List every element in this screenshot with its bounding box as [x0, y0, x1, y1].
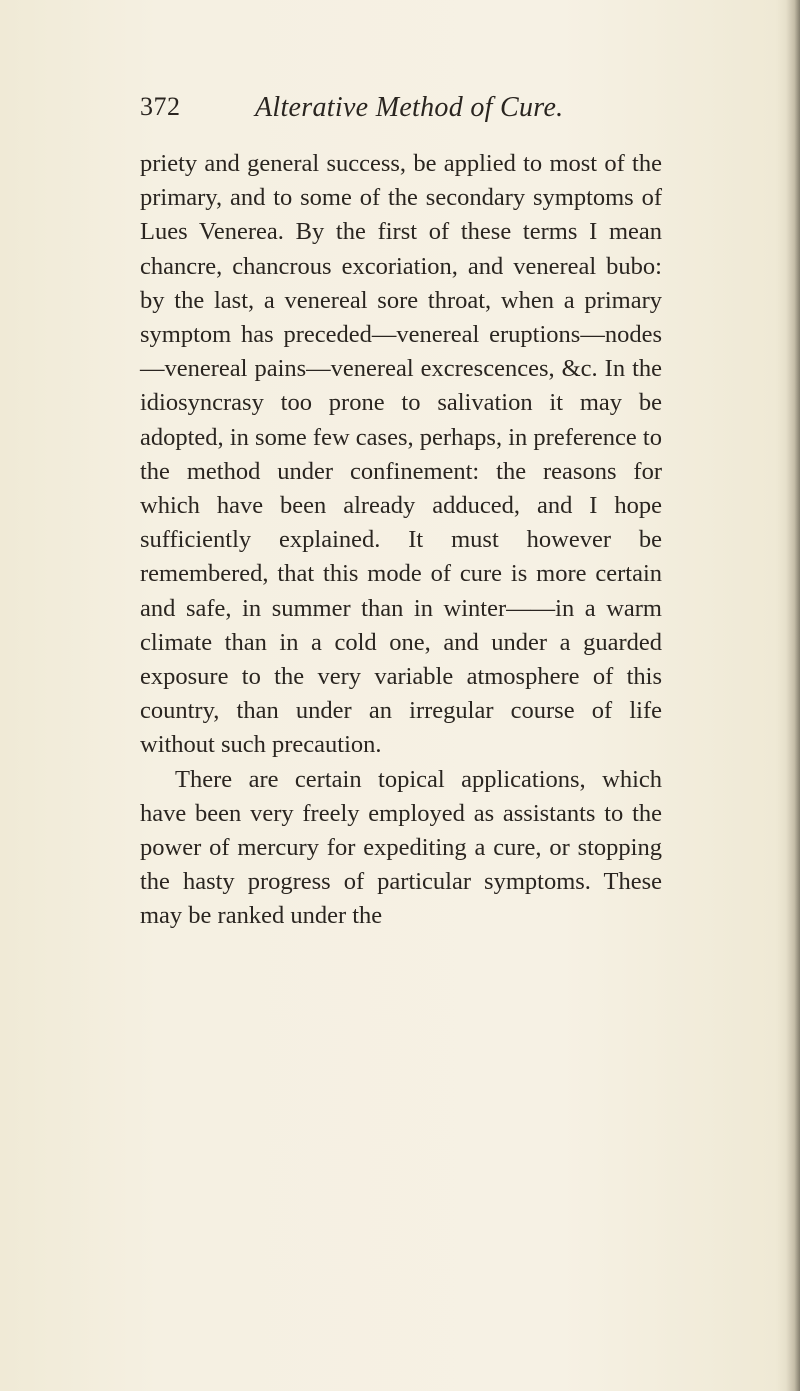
running-title: Alterative Method of Cure. — [255, 92, 564, 123]
paragraph-2: There are certain topical applications, which have been very freely employed as assistants to the power of mercury for expediting a cure, or stopping the hasty progress of particular symptoms. These may be ranked under the — [140, 765, 662, 930]
page-number: 372 — [140, 92, 181, 121]
body-text — [140, 147, 662, 934]
page-edge-shadow — [786, 0, 800, 1391]
page-header — [140, 92, 660, 132]
paragraph-1: priety and general success, be applied to most of the primary, and to some of the secondary symptoms of Lues Venerea. By the first of these terms I mean chancre, chancrous excoriation, and venereal bubo: by the last, a venereal sore throat, when a primary symptom has preceded—venereal eruptions—nodes —venereal pains—venereal excrescences, &c. In the idiosyncrasy too prone to salivation it may be adopted, in some few cases, perhaps, in preference to the method under confinement: the reasons for which have been already adduced, and I hope sufficiently explained. It must however be remembered, that this mode of cure is more certain and safe, in summer than in winter——in a warm climate than in a cold one, and under a guarded exposure to the very variable atmosphere of this country, than under an irregular course of life without such precaution. — [140, 150, 662, 759]
